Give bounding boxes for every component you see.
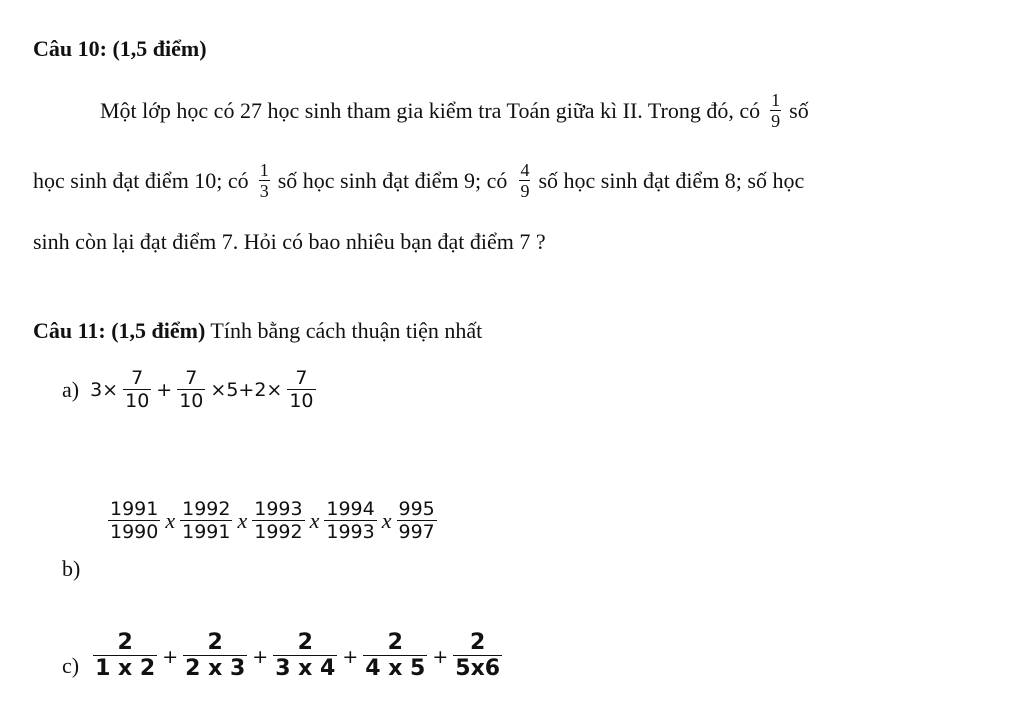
- fraction-7-10-third: $\frac{7}{10}$: [289, 367, 314, 413]
- fraction-7-10-second: $\frac{7}{10}$: [179, 367, 204, 413]
- fraction-7-10-first: $\frac{7}{10}$: [125, 367, 150, 413]
- q11-part-c: c) $\frac{2}{1 x 2}$ + $\frac{2}{2 x 3}$ + $\frac{2}{3 x 4}$ + $\frac{2}{4 x 5}$ + $\frac{2}{5x6}$: [62, 630, 501, 682]
- part-a-label: a): [62, 376, 80, 402]
- fraction-2-4x5: $\frac{2}{4 x 5}$: [365, 630, 426, 682]
- fraction-1993-1992: $\frac{1993}{1992}$: [254, 498, 303, 544]
- fraction-2-5x6: $\frac{2}{5x6}$: [455, 630, 501, 682]
- q10-heading: Câu 10: (1,5 điểm): [33, 36, 207, 61]
- fraction-1992-1991: $\frac{1992}{1991}$: [182, 498, 231, 544]
- q10-line-2: học sinh đạt điểm 10; có $\frac{1}{3}$ số học sinh đạt điểm 9; có $\frac{4}{9}$ số học sinh đạt điểm 8; số học: [33, 160, 805, 202]
- part-c-label: c): [62, 653, 80, 679]
- fraction-995-997: $\frac{995}{997}$: [398, 498, 435, 544]
- q11-heading: Câu 11: (1,5 điểm) Tính bằng cách thuận tiện nhất: [33, 318, 483, 343]
- q11-part-a: a) 3× $\frac{7}{10}$ + $\frac{7}{10}$ ×5+2× $\frac{7}{10}$: [62, 367, 314, 413]
- fraction-1994-1993: $\frac{1994}{1993}$: [326, 498, 375, 544]
- fraction-2-1x2: $\frac{2}{1 x 2}$: [95, 630, 156, 682]
- q10-line-3: sinh còn lại đạt điểm 7. Hỏi có bao nhiêu bạn đạt điểm 7 ?: [33, 229, 546, 254]
- fraction-1-9: $\frac{1}{9}$: [771, 90, 781, 132]
- fraction-2-2x3: $\frac{2}{2 x 3}$: [185, 630, 246, 682]
- q10-line-1: Một lớp học có 27 học sinh tham gia kiểm tra Toán giữa kì II. Trong đó, có $\frac{1}{9}$ số: [100, 90, 809, 132]
- fraction-1991-1990: $\frac{1991}{1990}$: [110, 498, 159, 544]
- part-b-label: b): [62, 556, 81, 581]
- fraction-2-3x4: $\frac{2}{3 x 4}$: [275, 630, 336, 682]
- fraction-4-9: $\frac{4}{9}$: [520, 160, 530, 202]
- fraction-1-3: $\frac{1}{3}$: [259, 160, 269, 202]
- q11-part-b: $\frac{1991}{1990}$ x $\frac{1992}{1991}$ x $\frac{1993}{1992}$ x $\frac{1994}{1993}$ x $\frac{995}{997}$: [110, 498, 435, 544]
